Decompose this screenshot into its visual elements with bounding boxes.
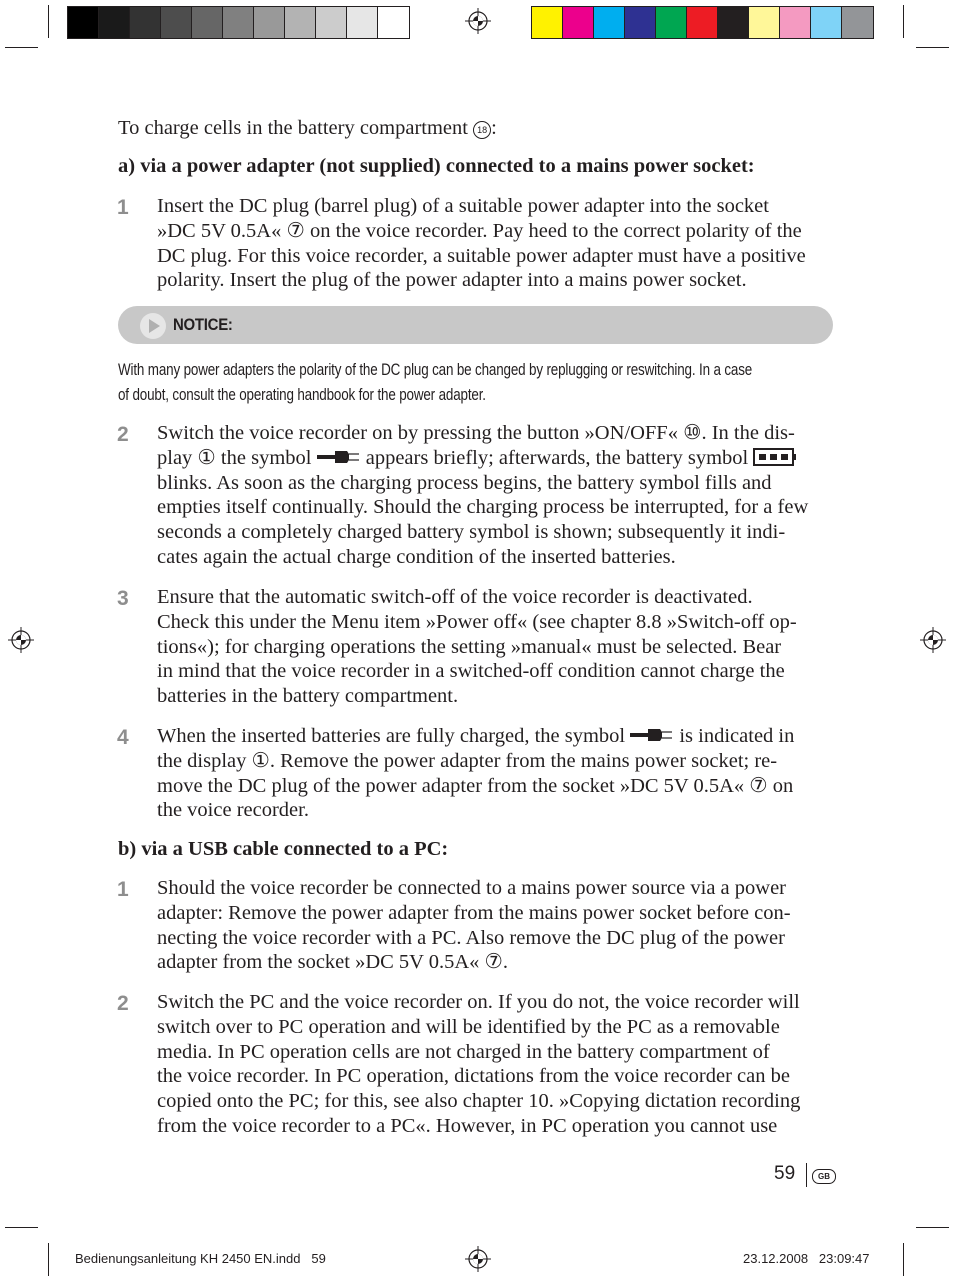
step-a1-text: Insert the DC plug (barrel plug) of a suitable power adapter into the socket »DC 5V 0.5A« ⑦ on the voice recorder. Pay heed to the correct polarity of the DC plug. For this voice recorder, a suitable power adapter must have a positive polarity. Insert the plug of the power adapter into a mains power socket. bbox=[157, 195, 806, 292]
intro-text: To charge cells in the battery compartment 18 : bbox=[118, 117, 497, 139]
section-a-heading: a) via a power adapter (not supplied) connected to a mains power socket: bbox=[118, 155, 755, 177]
crop-mark bbox=[916, 47, 949, 48]
gray-swatch bbox=[130, 7, 161, 38]
color-swatch bbox=[811, 7, 842, 38]
crop-mark bbox=[916, 1227, 949, 1228]
step-a2-text: Switch the voice recorder on by pressing the button »ON/OFF« ⑩. In the dis- play ① the symbol appears briefly; afterwards, the battery symbol blinks. As soon as the charging process begins, the battery symbol fills and empties itself continually. Should the charging process be interrupted, for a few seconds a completely charged battery symbol is shown; subsequently it indi- cates again the actual charge condition of the inserted batteries. bbox=[157, 422, 809, 568]
color-swatch bbox=[780, 7, 811, 38]
color-swatch bbox=[749, 7, 780, 38]
step-number: 1 bbox=[117, 878, 129, 901]
registration-mark-icon bbox=[465, 8, 491, 34]
grayscale-color-bar bbox=[67, 6, 410, 39]
gray-swatch bbox=[99, 7, 130, 38]
crop-mark bbox=[5, 1227, 38, 1228]
color-swatch bbox=[687, 7, 718, 38]
registration-mark-icon bbox=[8, 627, 34, 653]
gray-swatch bbox=[68, 7, 99, 38]
crop-mark bbox=[5, 47, 38, 48]
crop-mark bbox=[48, 1243, 49, 1276]
color-swatch bbox=[563, 7, 594, 38]
registration-mark-icon bbox=[920, 627, 946, 653]
notice-line: With many power adapters the polarity of the DC plug can be changed by replugging or reswitching. In a case bbox=[118, 360, 753, 379]
notice-line: of doubt, consult the operating handbook for the power adapter. bbox=[118, 385, 486, 404]
gray-swatch bbox=[347, 7, 378, 38]
notice-label: NOTICE: bbox=[173, 315, 233, 334]
page-number: 59 bbox=[774, 1163, 796, 1184]
battery-icon bbox=[753, 448, 797, 466]
power-plug-icon bbox=[317, 448, 361, 466]
play-arrow-icon bbox=[149, 319, 160, 333]
step-b1-text: Should the voice recorder be connected to a mains power source via a power adapter: Remove the power adapter from the mains power socket before con- necting the voice recorder with a PC. Also remove the DC plug of the power adapter from the socket »DC 5V 0.5A« ⑦. bbox=[157, 877, 791, 974]
registration-mark-icon bbox=[465, 1246, 491, 1272]
gray-swatch bbox=[254, 7, 285, 38]
gray-swatch bbox=[316, 7, 347, 38]
page-number-divider bbox=[806, 1163, 807, 1187]
color-swatch bbox=[594, 7, 625, 38]
footer-filename: Bedienungsanleitung KH 2450 EN.indd 59 bbox=[75, 1251, 326, 1266]
footer-timestamp: 23.12.2008 23:09:47 bbox=[743, 1251, 870, 1266]
power-plug-icon bbox=[630, 726, 674, 744]
gray-swatch bbox=[378, 7, 409, 38]
gray-swatch bbox=[285, 7, 316, 38]
color-swatch bbox=[656, 7, 687, 38]
gray-swatch bbox=[192, 7, 223, 38]
crop-mark bbox=[903, 5, 904, 38]
step-a4-text: When the inserted batteries are fully charged, the symbol is indicated in the display ①. Remove the power adapter from the mains power socket; re- move the DC plug of the power adapter from the socket »DC 5V 0.5A« ⑦ on the voice recorder. bbox=[157, 725, 795, 822]
color-swatch bbox=[532, 7, 563, 38]
gray-swatch bbox=[161, 7, 192, 38]
step-b2-text: Switch the PC and the voice recorder on. If you do not, the voice recorder will switch over to PC operation and will be identified by the PC as a removable media. In PC operation cells are not charged in the battery compartment of the voice recorder. In PC operation, dictations from the voice recorder can be copied onto the PC; for this, see also chapter 10. »Copying dictation recording from the voice recorder to a PC«. However, in PC operation you cannot use bbox=[157, 991, 801, 1137]
crop-mark bbox=[903, 1243, 904, 1276]
crop-mark bbox=[48, 5, 49, 38]
color-swatch bbox=[842, 7, 873, 38]
country-badge: GB bbox=[812, 1169, 836, 1184]
step-number: 2 bbox=[117, 423, 129, 446]
ref-number: 18 bbox=[473, 121, 491, 139]
step-number: 3 bbox=[117, 587, 129, 610]
step-number: 2 bbox=[117, 992, 129, 1015]
step-number: 4 bbox=[117, 726, 129, 749]
step-a3-text: Ensure that the automatic switch-off of the voice recorder is deactivated. Check this under the Menu item »Power off« (see chapter 8.8 »Switch-off op- tions«); for charging operations the setting »manual« must be selected. Bear in mind that the voice recorder in a switched-off condition cannot charge the batteries in the battery compartment. bbox=[157, 586, 797, 708]
color-swatch bbox=[625, 7, 656, 38]
section-b-heading: b) via a USB cable connected to a PC: bbox=[118, 838, 449, 860]
step-number: 1 bbox=[117, 196, 129, 219]
gray-swatch bbox=[223, 7, 254, 38]
color-swatch bbox=[718, 7, 749, 38]
process-color-bar bbox=[531, 6, 874, 39]
